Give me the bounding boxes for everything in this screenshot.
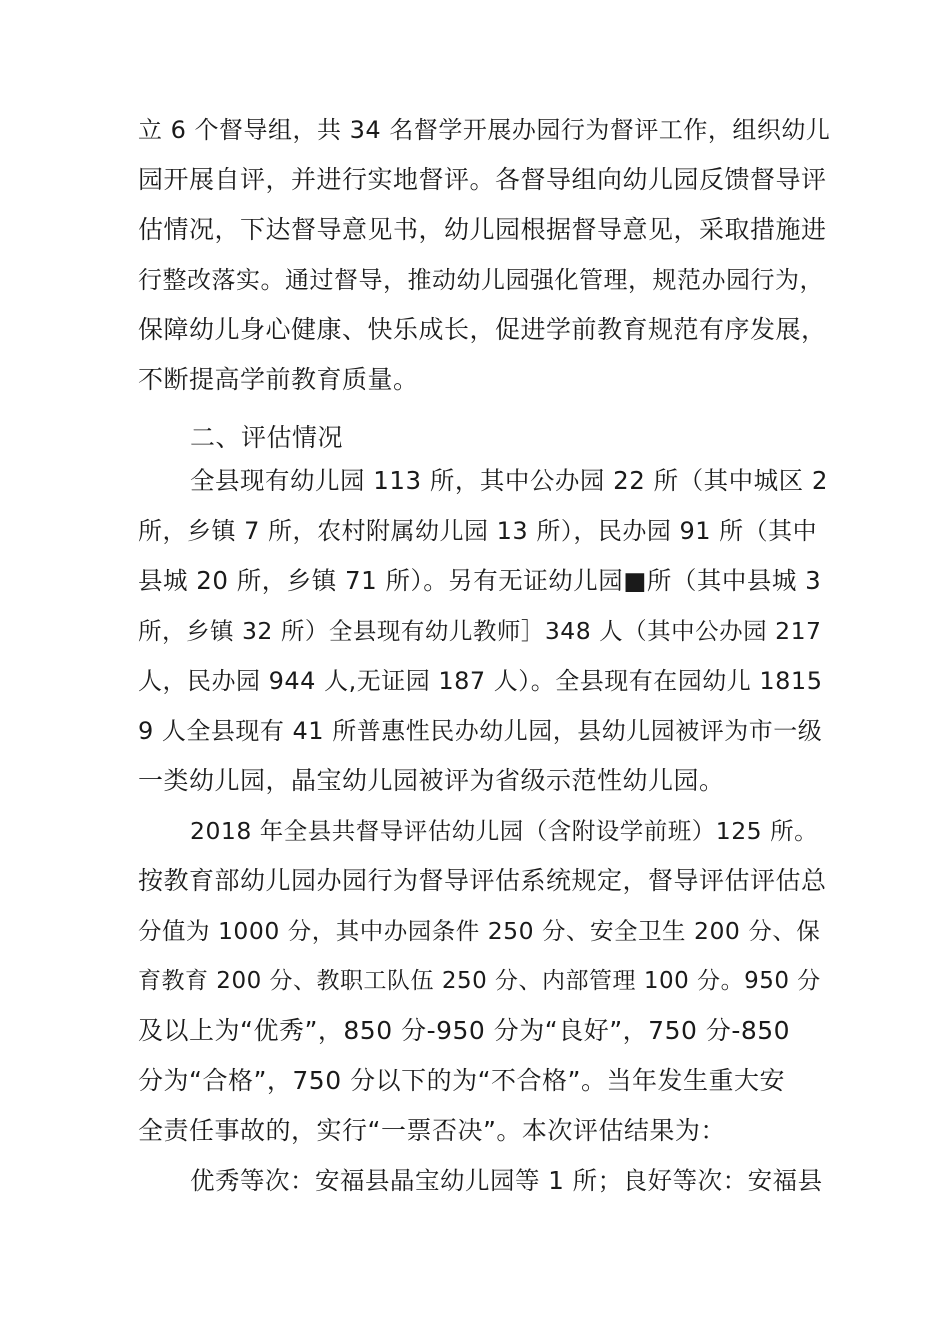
text-line: 及以上为“优秀”，850 分-950 分为“良好”，750 分-850 (138, 1016, 791, 1045)
text-line: 估情况，下达督导意见书，幼儿园根据督导意见，采取措施进 (138, 215, 827, 244)
section-heading: 二、评估情况 (190, 423, 344, 452)
text-line: 育教育 200 分、教职工队伍 250 分、内部管理 100 分。950 分 (138, 968, 821, 994)
text-line: 分值为 1000 分，其中办园条件 250 分、安全卫生 200 分、保 (138, 917, 821, 945)
text-line: 全县现有幼儿园 113 所，其中公办园 22 所（其中城区 2 (190, 466, 828, 495)
text-line: 人，民办园 944 人,无证园 187 人）。全县现有在园幼儿 1815 (138, 667, 823, 695)
text-line: 行整改落实。通过督导，推动幼儿园强化管理，规范办园行为， (138, 266, 824, 294)
text-line: 园开展自评，并进行实地督评。各督导组向幼儿园反馈督导评 (138, 165, 827, 194)
text-line: 分为“合格”，750 分以下的为“不合格”。当年发生重大安 (138, 1066, 785, 1095)
text-line: 县城 20 所，乡镇 71 所）。另有无证幼儿园■所（其中县城 3 (138, 566, 822, 595)
text-line: 按教育部幼儿园办园行为督导评估系统规定，督导评估评估总 (138, 866, 827, 895)
text-line: 2018 年全县共督导评估幼儿园（含附设学前班）125 所。 (190, 817, 819, 845)
text-line: 立 6 个督导组，共 34 名督学开展办园行为督评工作，组织幼儿 (138, 116, 831, 144)
text-line: 一类幼儿园，晶宝幼儿园被评为省级示范性幼儿园。 (138, 766, 725, 795)
text-line: 全责任事故的，实行“一票否决”。本次评估结果为： (138, 1116, 726, 1145)
text-line: 所，乡镇 7 所，农村附属幼儿园 13 所），民办园 91 所（其中 (138, 517, 818, 545)
text-line: 不断提高学前教育质量。 (138, 365, 419, 394)
text-line: 保障幼儿身心健康、快乐成长，促进学前教育规范有序发展， (138, 315, 827, 344)
text-line: 所，乡镇 32 所）全县现有幼儿教师］348 人（其中公办园 217 (138, 617, 822, 645)
text-line: 9 人全县现有 41 所普惠性民办幼儿园，县幼儿园被评为市一级 (138, 717, 823, 745)
text-line: 优秀等次：安福县晶宝幼儿园等 1 所；良好等次：安福县 (190, 1166, 823, 1195)
